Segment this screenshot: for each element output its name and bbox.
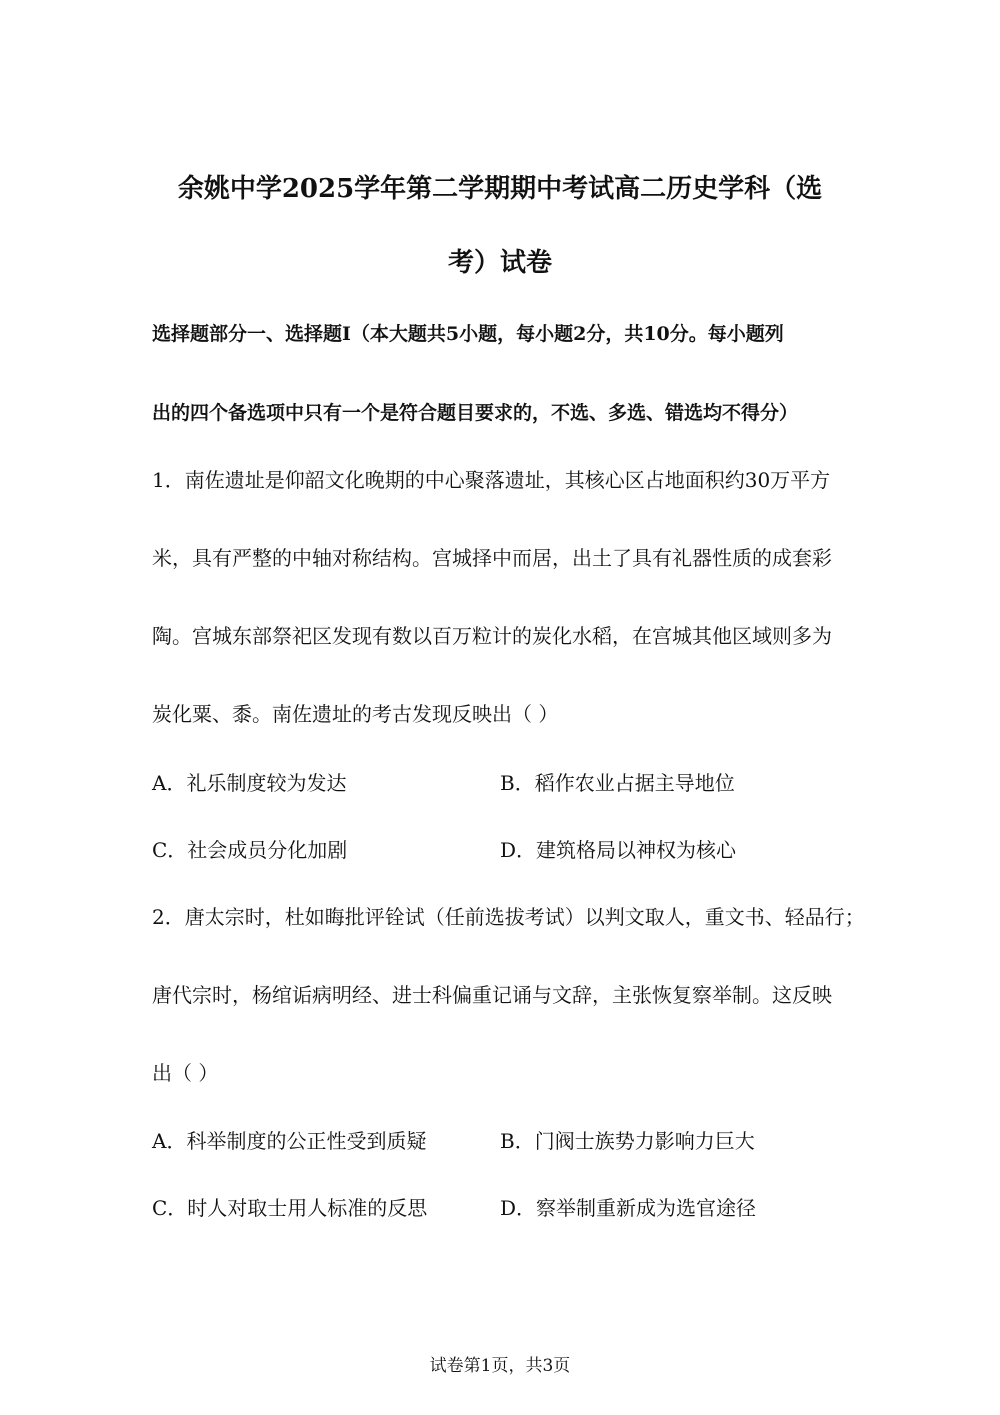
question-1-option-c[interactable]: C．社会成员分化加剧 xyxy=(152,838,348,862)
question-2-option-a[interactable]: A．科举制度的公正性受到质疑 xyxy=(152,1129,427,1153)
question-2-stem-line-1: 2．唐太宗时，杜如晦批评铨试（任前选拔考试）以判文取人，重文书、轻品行； xyxy=(152,905,865,929)
question-2-option-b[interactable]: B．门阀士族势力影响力巨大 xyxy=(500,1129,755,1153)
section-instructions-line-1: 选择题部分一、选择题Ⅰ（本大题共5小题，每小题2分，共10分。每小题列 xyxy=(152,323,784,345)
page-footer: 试卷第1页，共3页 xyxy=(429,1356,571,1376)
section-instructions-line-2: 出的四个备选项中只有一个是符合题目要求的，不选、多选、错选均不得分） xyxy=(152,402,799,424)
question-2-stem-line-2: 唐代宗时，杨绾诟病明经、进士科偏重记诵与文辞，主张恢复察举制。这反映 xyxy=(152,983,832,1007)
question-1-stem-line-3: 陶。宫城东部祭祀区发现有数以百万粒计的炭化水稻，在宫城其他区域则多为 xyxy=(152,624,832,648)
question-1-stem-line-4: 炭化粟、黍。南佐遗址的考古发现反映出（ ） xyxy=(152,702,559,726)
question-1-option-b[interactable]: B．稻作农业占据主导地位 xyxy=(500,771,735,795)
question-2-option-d[interactable]: D．察举制重新成为选官途径 xyxy=(500,1196,757,1220)
question-2-stem-line-3: 出（ ） xyxy=(152,1061,219,1085)
question-1-option-a[interactable]: A．礼乐制度较为发达 xyxy=(152,771,347,795)
question-1-stem-line-1: 1．南佐遗址是仰韶文化晚期的中心聚落遗址，其核心区占地面积约30万平方 xyxy=(152,468,831,492)
question-2-option-c[interactable]: C．时人对取士用人标准的反思 xyxy=(152,1196,428,1220)
question-1-stem-line-2: 米，具有严整的中轴对称结构。宫城择中而居，出土了具有礼器性质的成套彩 xyxy=(152,546,832,570)
exam-title-line-2: 考）试卷 xyxy=(447,248,552,278)
question-1-option-d[interactable]: D．建筑格局以神权为核心 xyxy=(500,838,737,862)
exam-title-line-1: 余姚中学2025学年第二学期期中考试高二历史学科（选 xyxy=(177,174,823,204)
